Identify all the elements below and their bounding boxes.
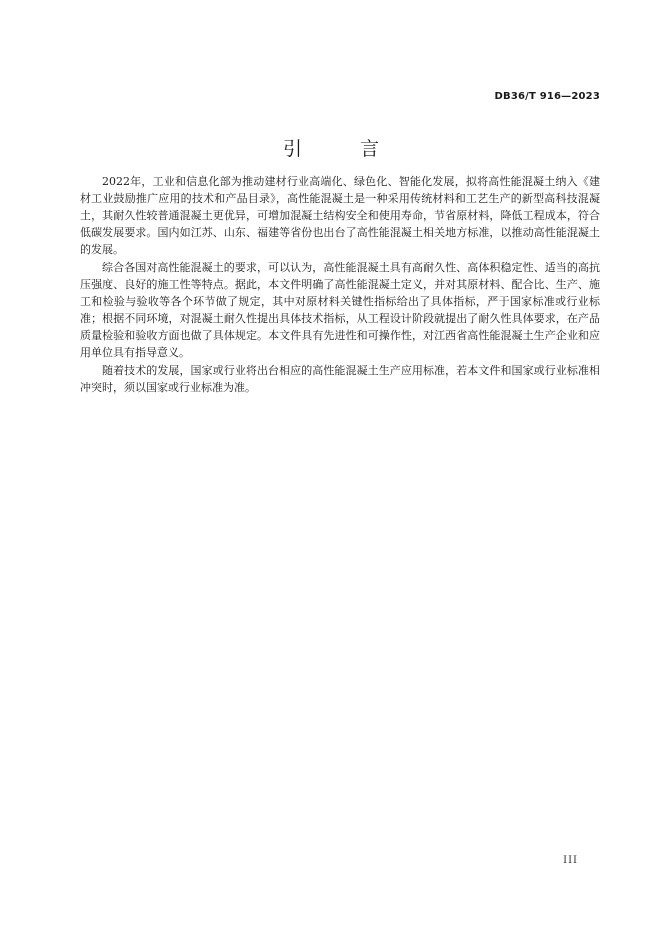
paragraph: 2022年，工业和信息化部为推动建材行业高端化、绿色化、智能化发展，拟将高性能混凝土纳入《建材工业鼓励推广应用的技术和产品目录》，高性能混凝土是一种采用传统材料和工艺生产的新型高科技混凝土，其耐久性较普通混凝土更优异，可增加混凝土结构安全和使用寿命，节省原材料，降低工程成本，符合低碳发展要求。国内如江苏、山东、福建等省份也出台了高性能混凝土相关地方标准，以推动高性能混凝土的发展。 (80, 175, 600, 256)
body-text (80, 173, 600, 397)
page-title: 引 言 (282, 138, 406, 160)
paragraph: 综合各国对高性能混凝土的要求，可以认为，高性能混凝土具有高耐久性、高体积稳定性、适当的高抗压强度、良好的施工性等特点。据此，本文件明确了高性能混凝土定义，并对其原材料、配合比、生产、施工和检验与验收等各个环节做了规定，其中对原材料关键性指标给出了具体指标，严于国家标准或行业标准；根据不同环境，对混凝土耐久性提出具体技术指标，从工程设计阶段就提出了耐久性具体要求，在产品质量检验和验收方面也做了具体规定。本文件具有先进性和可操作性，对江西省高性能混凝土生产企业和应用单位具有指导意义。 (80, 261, 600, 359)
page-number: III (563, 855, 578, 866)
paragraph: 随着技术的发展，国家或行业将出台相应的高性能混凝土生产应用标准，若本文件和国家或行业标准相冲突时，须以国家或行业标准为准。 (80, 364, 600, 394)
document-code: DB36/T 916—2023 (494, 91, 600, 102)
